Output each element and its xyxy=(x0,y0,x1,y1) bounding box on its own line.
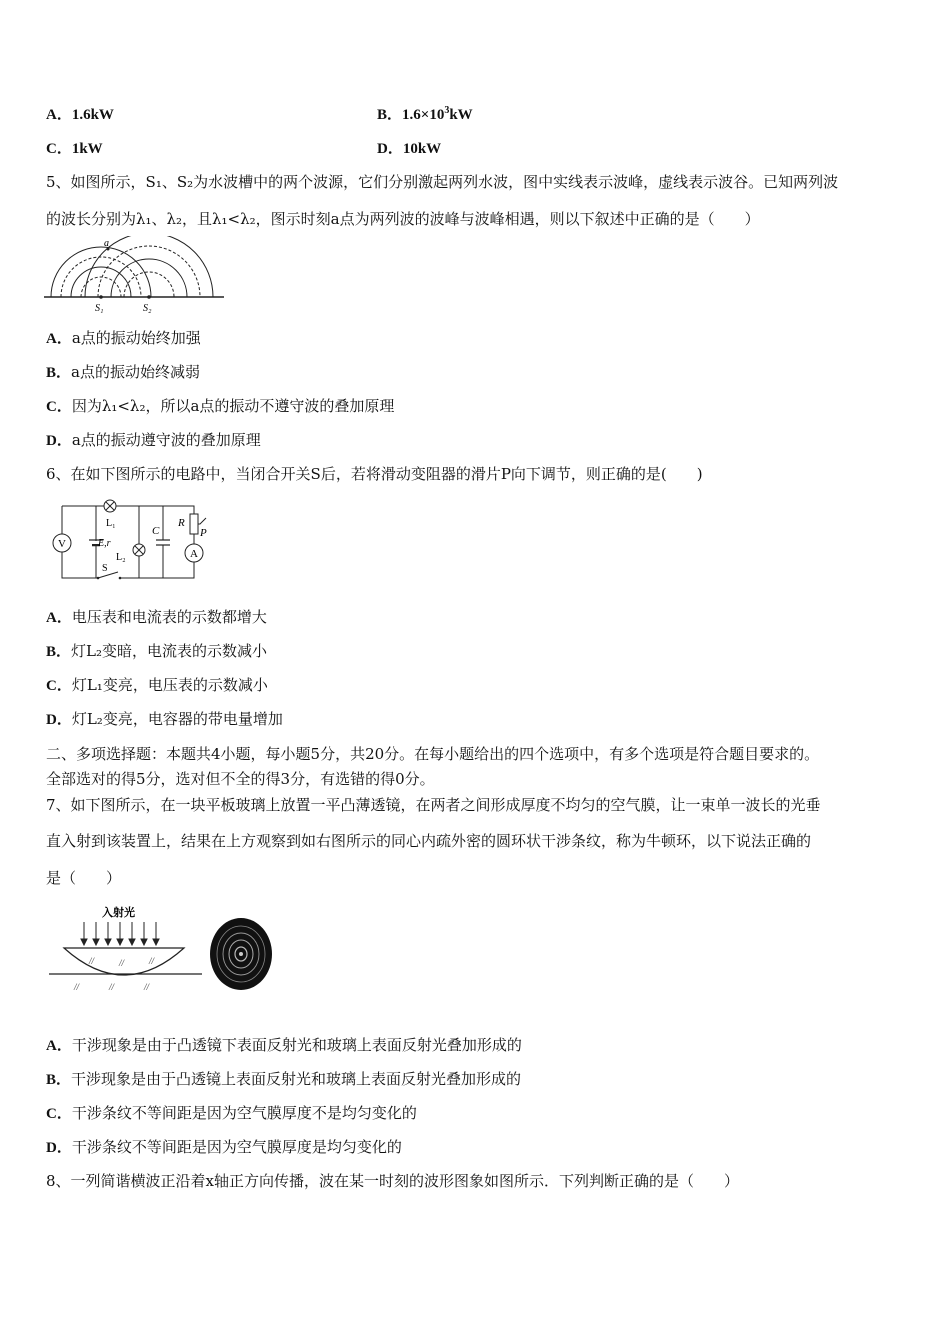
newton-rings-figure xyxy=(204,912,282,998)
option-text: 1kW xyxy=(71,141,103,157)
q5-stem-line1: 5、如图所示，S₁、S₂为水波槽中的两个波源，它们分别激起两列水波，图中实线表示波峰，虚线表示波谷。已知两列波 xyxy=(46,173,839,191)
q7-option-d xyxy=(46,1136,402,1157)
switch-label: S xyxy=(102,563,108,574)
option-label: D． xyxy=(46,712,72,728)
lamp-l1-label: L₁ xyxy=(106,518,116,529)
voltmeter-label: V xyxy=(58,538,66,550)
option-text: 电压表和电流表的示数都增大 xyxy=(71,608,267,626)
option-text: 因为λ₁<λ₂，所以a点的振动不遵守波的叠加原理 xyxy=(71,397,395,415)
option-text: 干涉现象是由于凸透镜下表面反射光和玻璃上表面反射光叠加形成的 xyxy=(71,1036,522,1054)
q4-option-a xyxy=(46,103,114,124)
ring-center xyxy=(239,952,243,956)
q5-wave-figure xyxy=(44,236,226,316)
svg-text://: // xyxy=(119,958,125,968)
q5-option-b xyxy=(46,361,200,382)
q6-stem: 6、在如下图所示的电路中，当闭合开关S后，若将滑动变阻器的滑片P向下调节，则正确的是( ) xyxy=(46,465,703,483)
q6-option-b xyxy=(46,640,267,661)
option-text-pre: 1.6×10 xyxy=(402,107,445,123)
option-label: A． xyxy=(46,107,72,123)
s1-label: S₁ xyxy=(95,303,104,314)
option-label: D． xyxy=(377,141,403,157)
option-label: A． xyxy=(46,331,72,347)
option-label: B． xyxy=(377,107,403,123)
s2-trough-1 xyxy=(124,272,174,297)
incident-light-arrows xyxy=(81,922,159,945)
svg-text://: // xyxy=(144,982,150,992)
option-text: 灯L₁变亮，电压表的示数减小 xyxy=(71,676,268,694)
option-label: B． xyxy=(46,365,72,381)
s1-crest-1 xyxy=(71,267,131,297)
q6-option-c xyxy=(46,674,268,695)
option-label: C． xyxy=(46,141,72,157)
q4-option-c xyxy=(46,137,103,158)
option-label: C． xyxy=(46,399,72,415)
q5-option-d xyxy=(46,429,261,450)
q6-option-d xyxy=(46,708,283,729)
option-text: a点的振动始终减弱 xyxy=(71,363,200,381)
section2-heading-line2: 全部选对的得5分，选对但不全的得3分，有选错的得0分。 xyxy=(46,770,435,788)
q5-stem-line2: 的波长分别为λ₁、λ₂，且λ₁<λ₂，图示时刻a点为两列波的波峰与波峰相遇，则以下叙述中正确的是（ ） xyxy=(46,210,760,228)
s1-dot xyxy=(99,295,103,299)
option-label: B． xyxy=(46,1072,72,1088)
rheostat-body xyxy=(190,514,198,534)
option-label: A． xyxy=(46,1038,72,1054)
q6-circuit-figure xyxy=(44,494,224,584)
s2-crest-1 xyxy=(111,259,187,297)
rheostat-slider xyxy=(198,518,206,524)
svg-text://: // xyxy=(74,982,80,992)
slider-label: P xyxy=(200,527,207,539)
incident-light-label: 入射光 xyxy=(102,907,135,919)
option-text: 1.6kW xyxy=(71,107,114,123)
q4-option-d xyxy=(377,137,441,158)
option-text: 干涉条纹不等间距是因为空气膜厚度是均匀变化的 xyxy=(71,1138,402,1156)
option-label: A． xyxy=(46,610,72,626)
option-text: 10kW xyxy=(402,141,442,157)
q5-option-c xyxy=(46,395,394,416)
rheostat-label: R xyxy=(178,517,185,529)
ammeter-label: A xyxy=(190,548,198,560)
svg-text://: // xyxy=(89,956,95,966)
option-label: C． xyxy=(46,1106,72,1122)
option-text: a点的振动始终加强 xyxy=(71,329,201,347)
source-label: E,r xyxy=(98,538,111,549)
s2-trough-2 xyxy=(98,246,200,297)
option-sup: 3 xyxy=(444,105,450,116)
q5-option-a xyxy=(46,327,201,348)
q4-option-b xyxy=(377,103,473,124)
q6-option-a xyxy=(46,606,267,627)
q7-lens-figure xyxy=(44,902,204,1000)
capacitor-label: C xyxy=(152,525,160,537)
q7-stem-line2: 直入射到该装置上，结果在上方观察到如右图所示的同心内疏外密的圆环状干涉条纹，称为牛顿环，以下说法正确的 xyxy=(46,832,812,850)
svg-text://: // xyxy=(109,982,115,992)
q7-option-a xyxy=(46,1034,522,1055)
option-text: a点的振动遵守波的叠加原理 xyxy=(71,431,261,449)
option-text: 干涉现象是由于凸透镜上表面反射光和玻璃上表面反射光叠加形成的 xyxy=(71,1070,522,1088)
q7-option-b xyxy=(46,1068,521,1089)
point-a-label: a xyxy=(104,238,109,249)
section2-heading-line1: 二、多项选择题：本题共4小题，每小题5分，共20分。在每小题给出的四个选项中，有多个选项是符合题目要求的。 xyxy=(46,745,820,763)
option-text: 灯L₂变亮，电容器的带电量增加 xyxy=(71,710,283,728)
q7-stem-line3: 是（ ） xyxy=(46,869,122,887)
s2-dot xyxy=(147,295,151,299)
q7-option-c xyxy=(46,1102,417,1123)
q7-stem-line1: 7、如下图所示，在一块平板玻璃上放置一平凸薄透镜，在两者之间形成厚度不均匀的空气膜，让一束单一波长的光垂 xyxy=(46,796,821,814)
lamp-l2-label: L₂ xyxy=(116,552,126,563)
option-text: 灯L₂变暗，电流表的示数减小 xyxy=(71,642,267,660)
svg-text://: // xyxy=(149,956,155,966)
q8-stem: 8、一列简谐横波正沿着x轴正方向传播，波在某一时刻的波形图象如图所示．下列判断正确的是（ ） xyxy=(46,1172,740,1190)
option-label: C． xyxy=(46,678,72,694)
option-text-post: kW xyxy=(449,107,473,123)
circuit-outer-wire xyxy=(62,506,194,578)
option-text: 干涉条纹不等间距是因为空气膜厚度不是均匀变化的 xyxy=(71,1104,417,1122)
s2-label: S₂ xyxy=(143,303,152,314)
option-label: D． xyxy=(46,1140,72,1156)
option-label: B． xyxy=(46,644,72,660)
option-label: D． xyxy=(46,433,72,449)
